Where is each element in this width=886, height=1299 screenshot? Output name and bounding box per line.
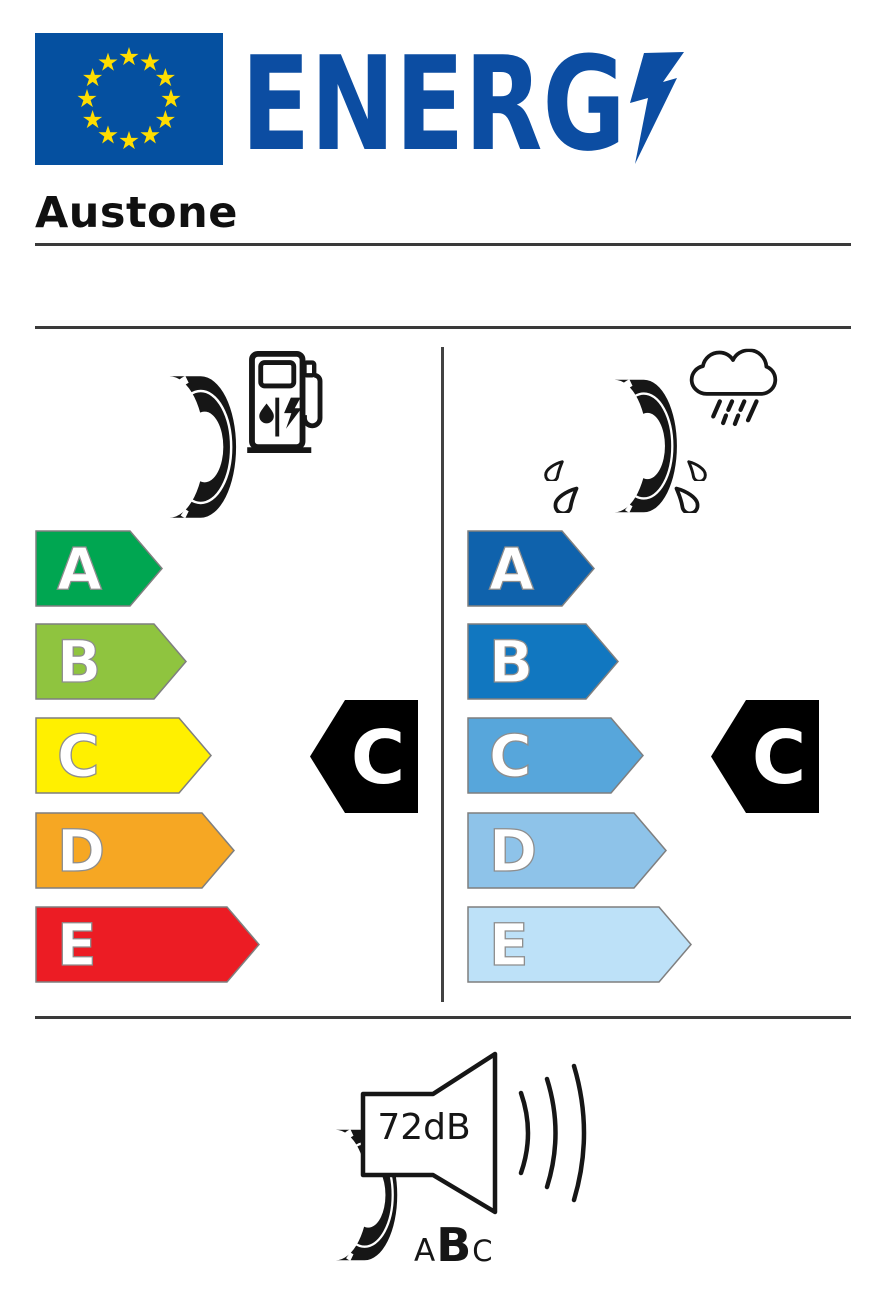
- fuel-efficiency-tire-icon: [132, 372, 240, 522]
- lightning-bolt-icon: [627, 52, 685, 166]
- grade-letter: B: [489, 628, 534, 696]
- scale-divider: [441, 347, 444, 1002]
- sound-waves-icon: [521, 1066, 584, 1200]
- water-splash-icon: [549, 485, 583, 513]
- separator-line-bottom: [35, 1016, 851, 1019]
- fuel-grade-arrow-b: [35, 623, 187, 700]
- eu-flag-logo: [35, 33, 223, 165]
- water-splash-icon: [684, 459, 710, 481]
- noise-class-a: A: [414, 1233, 436, 1269]
- grade-letter: A: [489, 535, 534, 603]
- wet-grade-arrow-e: [467, 906, 692, 983]
- noise-class-b-selected: B: [436, 1218, 472, 1272]
- grade-letter: C: [489, 722, 532, 790]
- noise-class-scale: [414, 1218, 524, 1272]
- fuel-grade-arrow-c: [35, 717, 212, 794]
- grade-letter: B: [57, 628, 102, 696]
- fuel-pump-icon: [247, 349, 325, 454]
- fuel-rating-indicator: [310, 700, 418, 813]
- fuel-grade-arrow-e: [35, 906, 260, 983]
- wet-grade-arrow-b: [467, 623, 619, 700]
- separator-line-middle: [35, 326, 851, 329]
- wet-grip-tire-icon: [577, 377, 683, 515]
- grade-letter: D: [489, 817, 538, 885]
- noise-class-c: C: [472, 1234, 493, 1268]
- wet-grade-arrow-d: [467, 812, 667, 889]
- fuel-grade-arrow-a: [35, 530, 163, 607]
- noise-value: 72dB: [377, 1107, 471, 1148]
- separator-line-top: [35, 243, 851, 246]
- brand-name: Austone: [35, 188, 238, 238]
- wet-grade-arrow-c: [467, 717, 644, 794]
- fuel-grade-arrow-d: [35, 812, 235, 889]
- wet-grade-arrow-a: [467, 530, 595, 607]
- fuel-rating-letter: C: [350, 715, 406, 801]
- grade-letter: E: [489, 911, 529, 979]
- wet-rating-letter: C: [751, 715, 807, 801]
- rain-cloud-icon: [686, 348, 780, 436]
- wet-rating-indicator: [711, 700, 819, 813]
- water-splash-icon: [670, 485, 704, 513]
- grade-letter: E: [57, 911, 97, 979]
- energ-logo-text: ENERG: [241, 28, 626, 180]
- grade-letter: D: [57, 817, 106, 885]
- grade-letter: A: [57, 535, 102, 603]
- grade-letter: C: [57, 722, 100, 790]
- water-splash-icon: [541, 459, 567, 481]
